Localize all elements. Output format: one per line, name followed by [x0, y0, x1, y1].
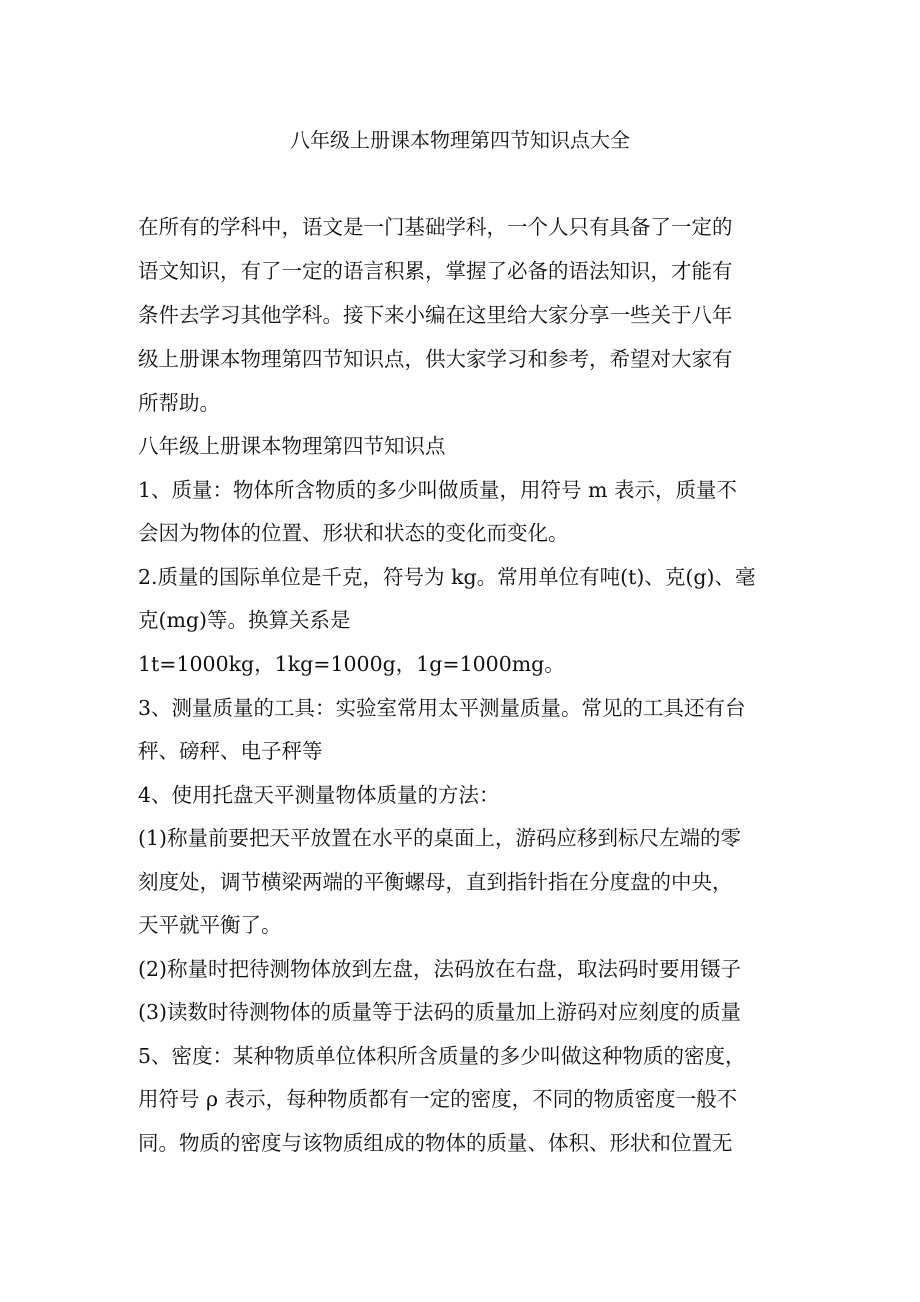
paragraph-line: (2)称量时把待测物体放到左盘，法码放在右盘，取法码时要用镊子	[138, 957, 742, 981]
paragraph-line: 级上册课本物理第四节知识点，供大家学习和参考，希望对大家有	[138, 347, 733, 371]
paragraph-line: 克(mg)等。换算关系是	[138, 608, 351, 632]
paragraph-line: 用符号 ρ 表示，每种物质都有一定的密度，不同的物质密度一般不	[138, 1087, 738, 1111]
paragraph-line: 天平就平衡了。	[138, 913, 282, 937]
paragraph-line: 语文知识，有了一定的语言积累，掌握了必备的语法知识，才能有	[138, 259, 733, 283]
paragraph-line: 会因为物体的位置、形状和状态的变化而变化。	[138, 521, 569, 545]
paragraph-line: 秤、磅秤、电子秤等	[138, 739, 323, 763]
paragraph-line: 2.质量的国际单位是千克，符号为 kg。常用单位有吨(t)、克(g)、毫	[138, 565, 756, 589]
paragraph-line: 1、质量：物体所含物质的多少叫做质量，用符号 m 表示，质量不	[138, 478, 738, 502]
paragraph-line: (3)读数时待测物体的质量等于法码的质量加上游码对应刻度的质量	[138, 1000, 742, 1024]
paragraph-line: 同。物质的密度与该物质组成的物体的质量、体积、形状和位置无	[138, 1131, 733, 1155]
paragraph-line: 3、测量质量的工具：实验室常用太平测量质量。常见的工具还有台	[138, 696, 746, 720]
paragraph-line: 5、密度：某种物质单位体积所含质量的多少叫做这种物质的密度，	[138, 1044, 746, 1068]
section-heading: 八年级上册课本物理第四节知识点	[138, 434, 446, 458]
document-title: 八年级上册课本物理第四节知识点大全	[290, 128, 630, 152]
paragraph-line: 4、使用托盘天平测量物体质量的方法：	[138, 783, 500, 807]
paragraph-line: 所帮助。	[138, 391, 220, 415]
paragraph-line: 在所有的学科中，语文是一门基础学科，一个人只有具备了一定的	[138, 215, 733, 239]
paragraph-line: (1)称量前要把天平放置在水平的桌面上，游码应移到标尺左端的零	[138, 826, 742, 850]
paragraph-line: 条件去学习其他学科。接下来小编在这里给大家分享一些关于八年	[138, 303, 733, 327]
paragraph-line: 1t=1000kg，1kg=1000g，1g=1000mg。	[138, 652, 565, 676]
paragraph-line: 刻度处，调节横梁两端的平衡螺母，直到指针指在分度盘的中央，	[138, 870, 733, 894]
